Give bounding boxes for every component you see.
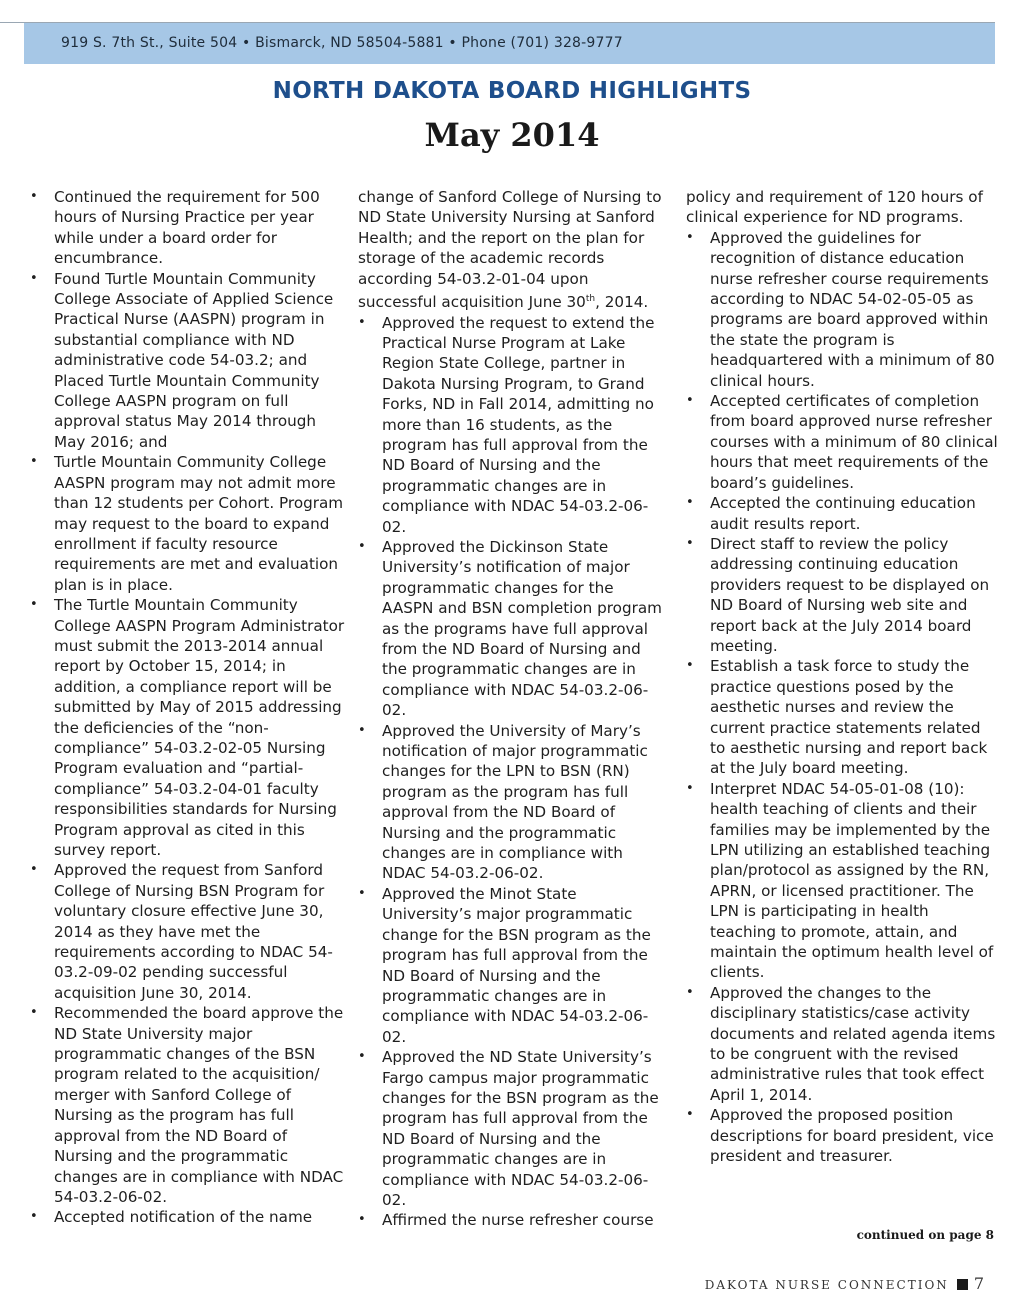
list-item: • Found Turtle Mountain Community College Associate of Applied Science Practical Nurse (AASPN) program in substantial compliance with ND administrative code 54-03.2; and Placed Turtle Mountain Community College AASPN program on full approval status May 2014 through May 2016; and <box>30 269 348 453</box>
superscript-text: th <box>585 294 596 305</box>
list-item-continued: policy and requirement of 120 hours of clinical experience for ND programs. <box>686 188 983 227</box>
list-item: • Approved the request from Sanford College of Nursing BSN Program for voluntary closure effective June 30, 2014 as they have met the requirements according to NDAC 54-03.2-09-02 pending successful acquisition June 30, 2014. <box>30 860 348 1003</box>
list-item: • Turtle Mountain Community College AASPN program may not admit more than 12 students per Cohort. Program may request to the board to expand enrollment if faculty resource requirements are met and evaluation plan is in place. <box>30 452 348 595</box>
list-item: • Approved the changes to the disciplinary statistics/case activity documents and related agenda items to be congruent with the revised administrative rules that took effect April 1, 2014. <box>686 983 998 1105</box>
list-item: • Recommended the board approve the ND State University major programmatic changes of the BSN program related to the acquisition/ merger with Sanford College of Nursing as the program has full approval from the ND Board of Nursing and the programmatic changes are in compliance with NDAC 54-03.2-06-02. <box>30 1003 348 1207</box>
list-item: • Direct staff to review the policy addressing continuing education providers request to be displayed on ND Board of Nursing web site and report back at the July 2014 board meeting. <box>686 534 998 656</box>
list-item-text: , 2014. <box>595 293 649 312</box>
square-bullet-icon <box>957 1279 968 1290</box>
list-item-text: change of Sanford College of Nursing to ND State University Nursing at Sanford Health; and the report on the plan for storage of the academic records according 54-03.2-01-04 upon successful acquisition June 30 <box>358 188 662 312</box>
page-title: NORTH DAKOTA BOARD HIGHLIGHTS <box>272 78 752 104</box>
list-item-continued <box>358 187 668 313</box>
column-2 <box>358 187 668 1231</box>
column-1 <box>30 187 348 1228</box>
list-item: • Affirmed the nurse refresher course <box>358 1210 668 1230</box>
list-item: • Approved the University of Mary’s notification of major programmatic changes for the LPN to BSN (RN) program as the program has full approval from the ND Board of Nursing and the programmatic changes are in compliance with NDAC 54-03.2-06-02. <box>358 721 668 884</box>
list-item: • Approved the proposed position descriptions for board president, vice president and treasurer. <box>686 1105 998 1166</box>
list-item: • Approved the Dickinson State University’s notification of major programmatic changes for the AASPN and BSN completion program as the programs have full approval from the ND Board of Nursing and the programmatic changes are in compliance with NDAC 54-03.2-06-02. <box>358 537 668 721</box>
list-item: • Establish a task force to study the practice questions posed by the aesthetic nurses and review the current practice statements related to aesthetic nursing and report back at the July board meeting. <box>686 656 998 778</box>
page-subtitle: May 2014 <box>424 116 600 154</box>
publication-name: DAKOTA NURSE CONNECTION <box>704 1278 949 1292</box>
page-number: 7 <box>973 1274 984 1293</box>
list-item: • The Turtle Mountain Community College AASPN Program Administrator must submit the 2013-2014 annual report by October 15, 2014; in addition, a compliance report will be submitted by May of 2015 addressing the deficiencies of the “non-compliance” 54-03.2-02-05 Nursing Program evaluation and “partial-compliance” 54-03.2-04-01 faculty responsibilities standards for Nursing Program approval as cited in this survey report. <box>30 595 348 860</box>
list-item: • Continued the requirement for 500 hours of Nursing Practice per year while under a board order for encumbrance. <box>30 187 348 269</box>
list-item: • Interpret NDAC 54-05-01-08 (10): health teaching of clients and their families may be implemented by the LPN utilizing an established teaching plan/protocol as assigned by the RN, APRN, or licensed practitioner. The LPN is participating in health teaching to promote, attain, and maintain the optimum health level of clients. <box>686 779 998 983</box>
column-3 <box>686 187 998 1167</box>
list-item: • Approved the Minot State University’s major programmatic change for the BSN program as the program has full approval from the ND Board of Nursing and the programmatic changes are in compliance with NDAC 54-03.2-06-02. <box>358 884 668 1047</box>
list-item: • Accepted the continuing education audit results report. <box>686 493 998 534</box>
continued-note: continued on page 8 <box>856 1228 994 1242</box>
list-item: • Approved the ND State University’s Fargo campus major programmatic changes for the BSN program as the program has full approval from the ND Board of Nursing and the programmatic changes are in compliance with NDAC 54-03.2-06-02. <box>358 1047 668 1210</box>
list-item: • Accepted notification of the name <box>30 1207 348 1227</box>
list-item: • Accepted certificates of completion from board approved nurse refresher courses with a minimum of 80 clinical hours that meet requirements of the board’s guidelines. <box>686 391 998 493</box>
list-item: • Approved the guidelines for recognition of distance education nurse refresher course requirements according to NDAC 54-02-05-05 as programs are board approved within the state the program is headquartered with a minimum of 80 clinical hours. <box>686 228 998 391</box>
address-text: 919 S. 7th St., Suite 504 • Bismarck, ND 58504-5881 • Phone (701) 328-9777 <box>61 35 623 51</box>
list-item: • Approved the request to extend the Practical Nurse Program at Lake Region State College, partner in Dakota Nursing Program, to Grand Forks, ND in Fall 2014, admitting no more than 16 students, as the program has full approval from the ND Board of Nursing and the programmatic changes are in compliance with NDAC 54-03.2-06-02. <box>358 313 668 537</box>
address-banner <box>24 23 995 64</box>
page-footer <box>705 1274 984 1293</box>
